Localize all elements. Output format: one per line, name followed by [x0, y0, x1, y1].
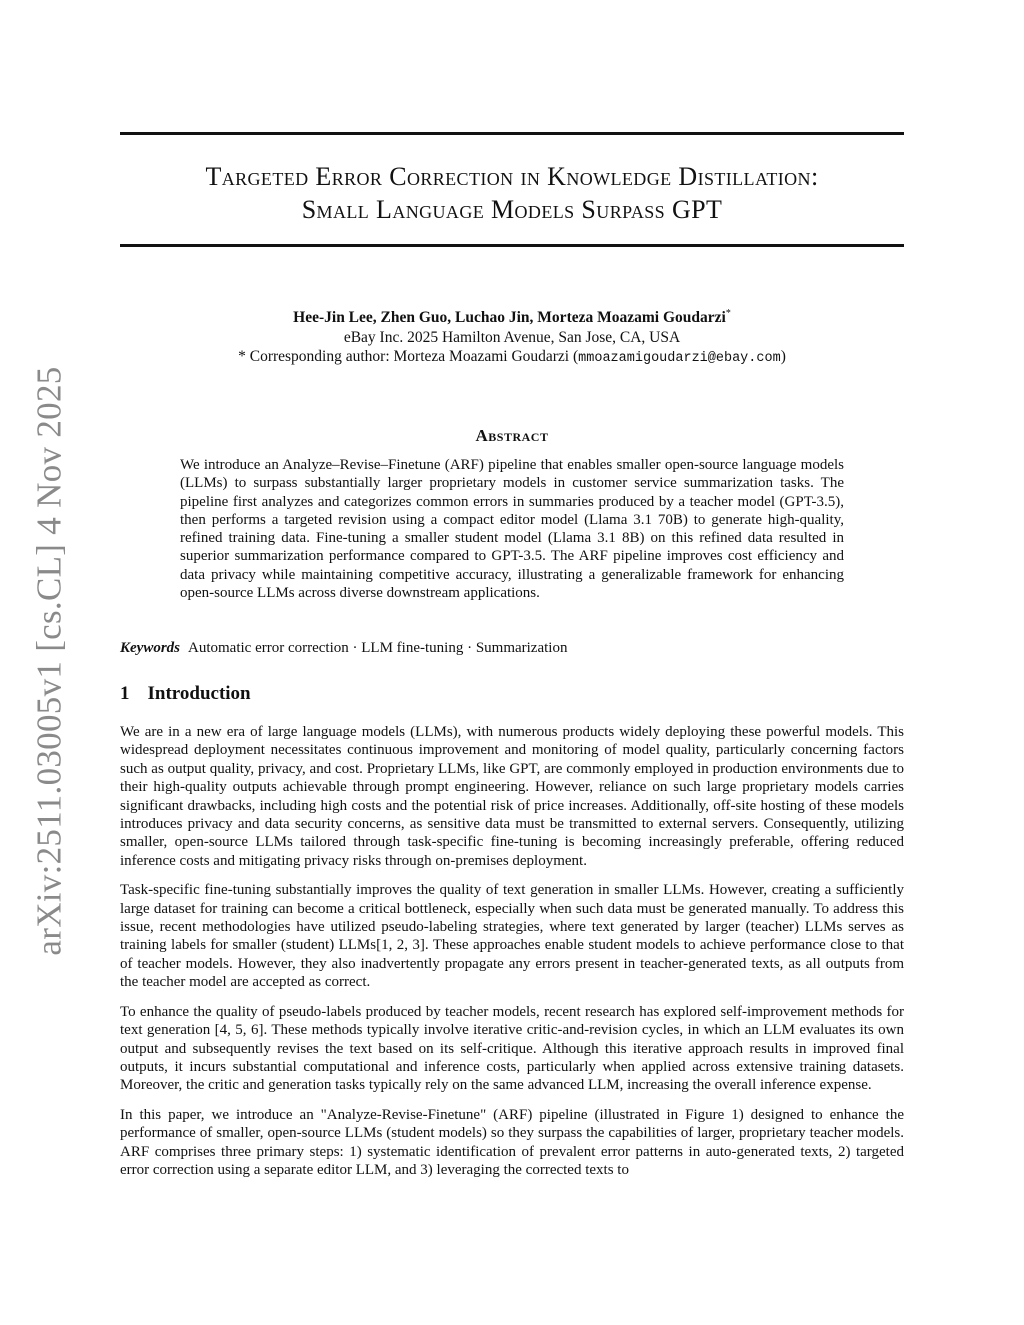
keywords-text: Automatic error correction · LLM fine-tuning · Summarization — [188, 640, 568, 656]
paper-title-line-1: Targeted Error Correction in Knowledge Distillation: — [205, 162, 819, 191]
author-names-text: Hee-Jin Lee, Zhen Guo, Luchao Jin, Morteza Moazami Goudarzi — [293, 309, 726, 327]
author-block — [120, 304, 904, 369]
author-affiliation: eBay Inc. 2025 Hamilton Avenue, San Jose, CA, USA — [343, 328, 681, 346]
paragraph: We are in a new era of large language models (LLMs), with numerous products widely deploying these powerful models. This widespread deployment necessitates continuous improvement and monitoring of model quality, particularly concerning factors such as output quality, privacy, and cost. Proprietary LLMs, like GPT, are commonly employed in production environments due to their high-quality outputs achievable through prompt engineering. However, reliance on such large proprietary models carries significant drawbacks, including high costs and the potential risk of price increases. Additionally, off-site hosting of these models introduces privacy and data security concerns, as sensitive data must be transmitted to external servers. Consequently, utilizing smaller, open-source LLMs tailored through task-specific fine-tuning is becoming increasingly preferable, offering reduced inference costs and mitigating privacy risks through on-premises deployment. — [120, 724, 904, 869]
corresponding-email: mmoazamigoudarzi@ebay.com — [578, 351, 781, 367]
corresponding-mark: * — [725, 308, 731, 319]
corresponding-prefix: * Corresponding author: Morteza Moazami Goudarzi ( — [238, 348, 579, 366]
arxiv-identifier — [26, 366, 74, 956]
corresponding-suffix: ) — [780, 348, 786, 366]
author-names — [120, 304, 904, 328]
paper-title — [120, 160, 904, 226]
paragraph: Task-specific fine-tuning substantially improves the quality of text generation in smaller LLMs. However, creating a sufficiently large dataset for training can become a critical bottleneck, especially when such data must be generated manually. To address this issue, recent methodologies have utilized pseudo-labeling strategies, where text generated by larger (teacher) LLMs serves as training labels for smaller (student) LLMs[1, 2, 3]. These approaches enable student models to achieve performance close to that of teacher models. However, they also inadvertently propagate any errors present in teacher-generated texts, as all outputs from the teacher model are accepted as correct. — [120, 882, 904, 991]
section-heading — [120, 683, 251, 705]
paragraph: To enhance the quality of pseudo-labels produced by teacher models, recent research has explored self-improvement methods for text generation [4, 5, 6]. These methods typically involve iterative critic-and-revision cycles, in which an LLM evaluates its own output and subsequently revises the text based on its self-critique. Although this iterative approach results in improved final outputs, it incurs substantial computational and inference costs, particularly when applied across extensive training datasets. Moreover, the critic and generation tasks typically rely on the same advanced LLM, increasing the overall inference expense. — [120, 1003, 904, 1094]
abstract-text: We introduce an Analyze–Revise–Finetune (ARF) pipeline that enables smaller open-source language models (LLMs) to surpass substantially larger proprietary models in customer service summarization tasks. The pipeline first analyzes and categorizes common errors in summaries produced by a teacher model (GPT-3.5), then performs a targeted revision using a compact editor model (Llama 3.1 70B) to generate high-quality, refined training data. Fine-tuning a smaller student model (Llama 3.1 8B) on this refined data resulted in superior summarization performance compared to GPT-3.5. The ARF pipeline improves cost efficiency and data privacy while maintaining competitive accuracy, illustrating a generalizable framework for enhancing open-source LLMs across diverse downstream applications. — [180, 457, 844, 602]
keywords — [120, 639, 904, 658]
section-title: Introduction — [147, 683, 251, 704]
corresponding-author — [120, 347, 904, 369]
section-number: 1 — [120, 683, 130, 704]
title-top-rule — [120, 132, 904, 135]
abstract-heading: Abstract — [475, 426, 549, 445]
paper-title-line-2: Small Language Models Surpass GPT — [301, 195, 723, 224]
paragraph: In this paper, we introduce an "Analyze-Revise-Finetune" (ARF) pipeline (illustrated in Figure 1) designed to enhance the performance of smaller, open-source LLMs (student models) so they surpass the capabilities of larger, proprietary teacher models. ARF comprises three primary steps: 1) systematic identification of prevalent error patterns in auto-generated texts, 2) targeted error correction using a separate editor LLM, and 3) leveraging the corrected texts to — [120, 1106, 904, 1178]
arxiv-identifier-text: arXiv:2511.03005v1 [cs.CL] 4 Nov 2025 — [30, 366, 69, 956]
keywords-label: Keywords — [120, 640, 180, 656]
title-bottom-rule — [120, 244, 904, 247]
body-text — [120, 723, 904, 1190]
